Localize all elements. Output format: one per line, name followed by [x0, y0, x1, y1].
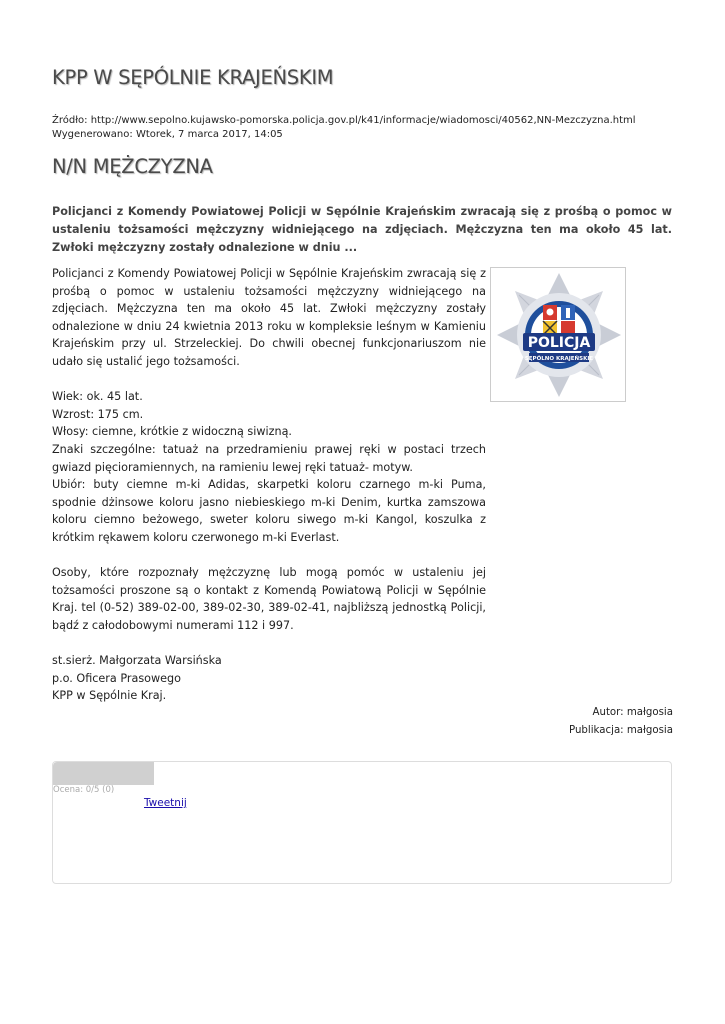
detail-height: Wzrost: 175 cm. — [52, 407, 144, 421]
article-title: N/N MĘŻCZYZNA — [52, 155, 213, 178]
badge-ribbon-text: SĘPÓLNO KRAJEŃSKIE — [524, 356, 594, 362]
badge-banner-text: POLICJA — [527, 335, 591, 351]
source-url-line: Źródło: http://www.sepolno.kujawsko-pomorska.policja.gov.pl/k41/informacje/wiadomosci/40562,NN-Mezczyzna.html — [52, 115, 636, 126]
signature-role: p.o. Oficera Prasowego — [52, 671, 181, 685]
rating-label: Ocena: 0/5 (0) — [53, 785, 115, 795]
source-meta — [52, 114, 636, 142]
detail-hair: Włosy: ciemne, krótkie z widoczną siwizną. — [52, 425, 292, 439]
detail-marks: Znaki szczególne: tatuaż na przedramieniu prawej ręki w postaci trzech gwiazd pięcioramiennych, na ramieniu lewej ręki tatuaż- motyw. — [52, 442, 486, 474]
police-badge-logo — [495, 271, 623, 399]
article-credits — [569, 704, 673, 740]
detail-age: Wiek: ok. 45 lat. — [52, 390, 143, 404]
signature-unit: KPP w Sępólnie Kraj. — [52, 689, 167, 703]
article-lead: Policjanci z Komendy Powiatowej Policji w Sępólnie Krajeńskim zwracają się z prośbą o pomoc w ustaleniu tożsamości mężczyzny widniejącego na zdjęciach. Mężczyzna ten ma około 45 lat. Zwłoki mężczyzny zostały odnalezione w dniu ... — [52, 205, 672, 254]
author-line: Autor: małgosia — [592, 707, 673, 718]
article-body — [52, 265, 486, 705]
rating-box — [52, 761, 672, 884]
detail-clothing: Ubiór: buty ciemne m-ki Adidas, skarpetki koloru czarnego m-ki Puma, spodnie dżinsowe koloru jasno niebieskiego m-ki Denim, kurtka zamszowa koloru ciemno beżowego, sweter koloru siwego m-ki Kangol, koszulka z krótkim rękawem koloru czerwonego m-ki Everlast. — [52, 478, 486, 544]
tweet-link[interactable]: Tweetnij — [144, 797, 187, 809]
article-intro: Policjanci z Komendy Powiatowej Policji w Sępólnie Krajeńskim zwracają się z prośbą o pomoc w ustaleniu tożsamości mężczyzny widniejącego na zdjęciach. Mężczyzna ten ma około 45 lat. Zwłoki mężczyzny zostały odnalezione w dniu 24 kwietnia 2013 roku w kompleksie leśnym w Kamieniu Krajeńskim przy ul. Strzeleckiej. Do chwili obecnej funkcjonariuszom nie udało się ustalić jego tożsamości. — [52, 267, 486, 368]
article-photo — [490, 267, 626, 402]
site-title: KPP W SĘPÓLNIE KRAJEŃSKIM — [52, 66, 334, 89]
rating-stars-bar[interactable] — [53, 762, 154, 785]
signature-name: st.sierż. Małgorzata Warsińska — [52, 654, 222, 668]
publication-line: Publikacja: małgosia — [569, 725, 673, 736]
article-appeal: Osoby, które rozpoznały mężczyznę lub mogą pomóc w ustaleniu jej tożsamości proszone są o kontakt z Komendą Powiatową Policji w Sępólnie Kraj. tel (0-52) 389-02-00, 389-02-30, 389-02-41, najbliższą jednostką Policji, bądź z całodobowymi numerami 112 i 997. — [52, 566, 486, 632]
generated-date-line: Wygenerowano: Wtorek, 7 marca 2017, 14:05 — [52, 129, 283, 140]
